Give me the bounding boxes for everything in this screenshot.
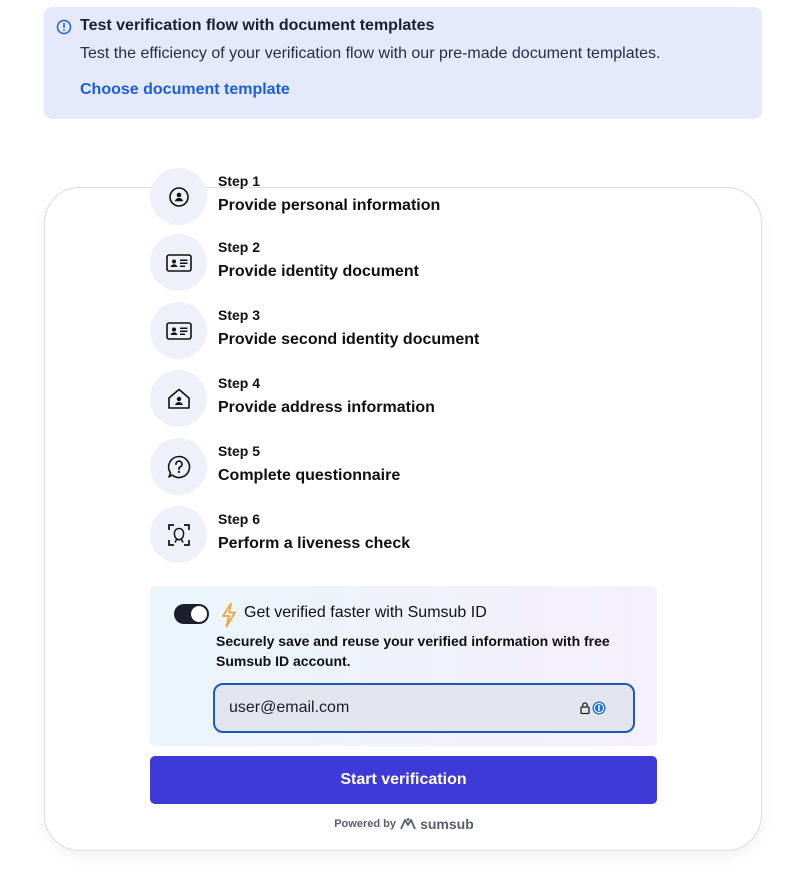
step-3 xyxy=(150,302,650,360)
sumsub-logo-icon xyxy=(399,817,417,831)
password-manager-icon[interactable] xyxy=(579,700,607,716)
verification-card xyxy=(44,173,762,851)
step-icon-circle xyxy=(150,370,207,427)
step-label: Step 5 xyxy=(218,443,261,459)
email-input[interactable] xyxy=(229,697,569,719)
banner-text: Test the efficiency of your verification flow with our pre-made document templates. xyxy=(80,45,661,62)
step-title: Provide address information xyxy=(218,399,435,416)
step-icon-circle xyxy=(150,506,207,563)
sumsub-id-toggle[interactable] xyxy=(174,604,209,624)
step-2 xyxy=(150,234,650,292)
sumsub-id-description: Securely save and reuse your verified information with free Sumsub ID account. xyxy=(216,633,610,669)
step-icon-circle xyxy=(150,302,207,359)
sumsub-id-panel xyxy=(150,586,657,746)
step-label: Step 6 xyxy=(218,511,261,527)
step-label: Step 1 xyxy=(218,173,261,189)
step-6 xyxy=(150,506,650,564)
face-scan-icon xyxy=(166,522,192,548)
id-card-icon xyxy=(165,252,193,274)
start-verification-button[interactable]: Start verification xyxy=(150,756,657,804)
step-1 xyxy=(150,168,650,226)
step-title: Provide identity document xyxy=(218,263,419,280)
toggle-knob xyxy=(191,606,207,622)
banner-title: Test verification flow with document templates xyxy=(80,17,435,34)
sumsub-id-title: Get verified faster with Sumsub ID xyxy=(244,604,487,621)
step-title: Provide personal information xyxy=(218,197,441,214)
powered-by-footer xyxy=(45,816,763,832)
info-banner xyxy=(44,7,762,119)
id-card-icon xyxy=(165,320,193,342)
step-4 xyxy=(150,370,650,428)
home-user-icon xyxy=(166,386,192,412)
step-label: Step 2 xyxy=(218,239,261,255)
powered-by-text: Powered by xyxy=(334,817,396,830)
user-circle-icon xyxy=(167,185,191,209)
sumsub-brand: sumsub xyxy=(420,816,474,832)
choose-template-link[interactable]: Choose document template xyxy=(80,81,290,98)
step-title: Perform a liveness check xyxy=(218,535,411,552)
step-icon-circle xyxy=(150,438,207,495)
step-title: Complete questionnaire xyxy=(218,467,401,484)
step-label: Step 4 xyxy=(218,375,261,391)
step-5 xyxy=(150,438,650,496)
question-bubble-icon xyxy=(166,454,192,480)
step-icon-circle xyxy=(150,234,207,291)
step-label: Step 3 xyxy=(218,307,261,323)
email-field[interactable] xyxy=(213,683,635,733)
step-icon-circle xyxy=(150,168,207,225)
info-icon xyxy=(56,19,72,35)
step-title: Provide second identity document xyxy=(218,331,480,348)
lightning-icon xyxy=(220,602,238,628)
